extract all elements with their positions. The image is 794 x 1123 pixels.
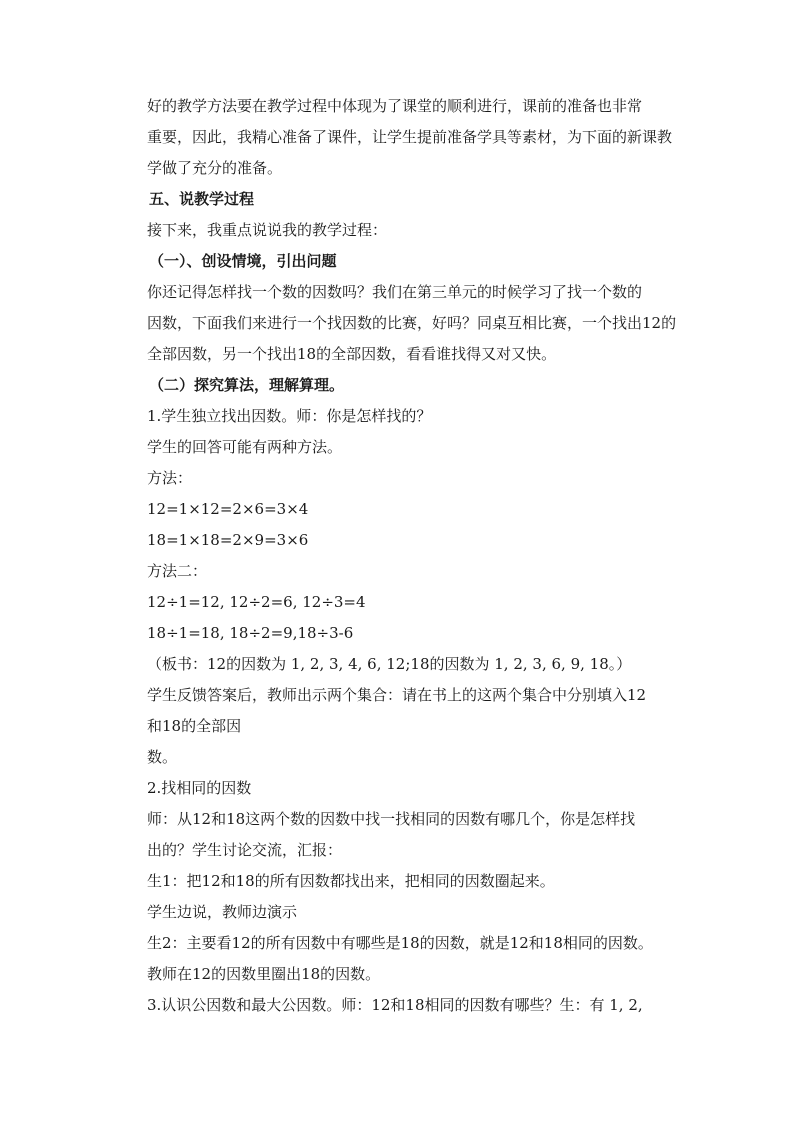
paragraph-line: 学生边说，教师边演示	[147, 903, 298, 921]
section-heading: 五、说教学过程	[149, 190, 255, 208]
paragraph-line: 3.认识公因数和最大公因数。师：12和18相同的因数有哪些？生：有 1, 2,	[147, 996, 643, 1014]
subsection-heading: （二）探究算法，理解算理。	[149, 376, 345, 394]
math-line: 18=1×18=2×9=3×6	[147, 531, 309, 549]
paragraph-line: 出的？学生讨论交流，汇报：	[147, 841, 343, 859]
paragraph-line: 数。	[147, 748, 178, 766]
math-line: 12÷1=12, 12÷2=6, 12÷3=4	[147, 593, 366, 611]
subsection-heading: （一）、创设情境，引出问题	[149, 252, 337, 270]
math-line: 12=1×12=2×6=3×4	[147, 500, 309, 518]
paragraph-line: 2.找相同的因数	[147, 779, 252, 797]
paragraph-line: 好的教学方法要在教学过程中体现为了课堂的顺利进行，课前的准备也非常	[147, 97, 643, 115]
paragraph-line: 学做了充分的准备。	[147, 159, 283, 177]
paragraph-line: 方法：	[147, 469, 193, 487]
paragraph-line: 学生的回答可能有两种方法。	[147, 438, 343, 456]
paragraph-line: 方法二：	[147, 562, 208, 580]
math-line: 18÷1=18, 18÷2=9,18÷3-6	[147, 624, 354, 642]
paragraph-line: 1.学生独立找出因数。师：你是怎样找的？	[147, 407, 432, 425]
paragraph-line: 生2：主要看12的所有因数中有哪些是18的因数，就是12和18相同的因数。	[147, 934, 653, 952]
paragraph-line: 学生反馈答案后，教师出示两个集合：请在书上的这两个集合中分别填入12	[147, 686, 647, 704]
paragraph-line: 因数，下面我们来进行一个找因数的比赛，好吗？同桌互相比赛，一个找出12的	[147, 314, 677, 332]
paragraph-line: 和18的全部因	[147, 717, 242, 735]
paragraph-line: 你还记得怎样找一个数的因数吗？我们在第三单元的时候学习了找一个数的	[147, 283, 643, 301]
paragraph-line: 教师在12的因数里圈出18的因数。	[147, 965, 381, 983]
paragraph-line: 生1：把12和18的所有因数都找出来，把相同的因数圈起来。	[147, 872, 555, 890]
paragraph-line: （板书：12的因数为 1, 2, 3, 4, 6, 12;18的因数为 1, 2, 3, 6, 9, 18。）	[147, 655, 632, 673]
paragraph-line: 师：从12和18这两个数的因数中找一找相同的因数有哪几个，你是怎样找	[147, 810, 636, 828]
paragraph-line: 全部因数，另一个找出18的全部因数，看看谁找得又对又快。	[147, 345, 557, 363]
paragraph-line: 接下来，我重点说说我的教学过程：	[147, 221, 388, 239]
paragraph-line: 重要，因此，我精心准备了课件，让学生提前准备学具等素材，为下面的新课教	[147, 128, 673, 146]
